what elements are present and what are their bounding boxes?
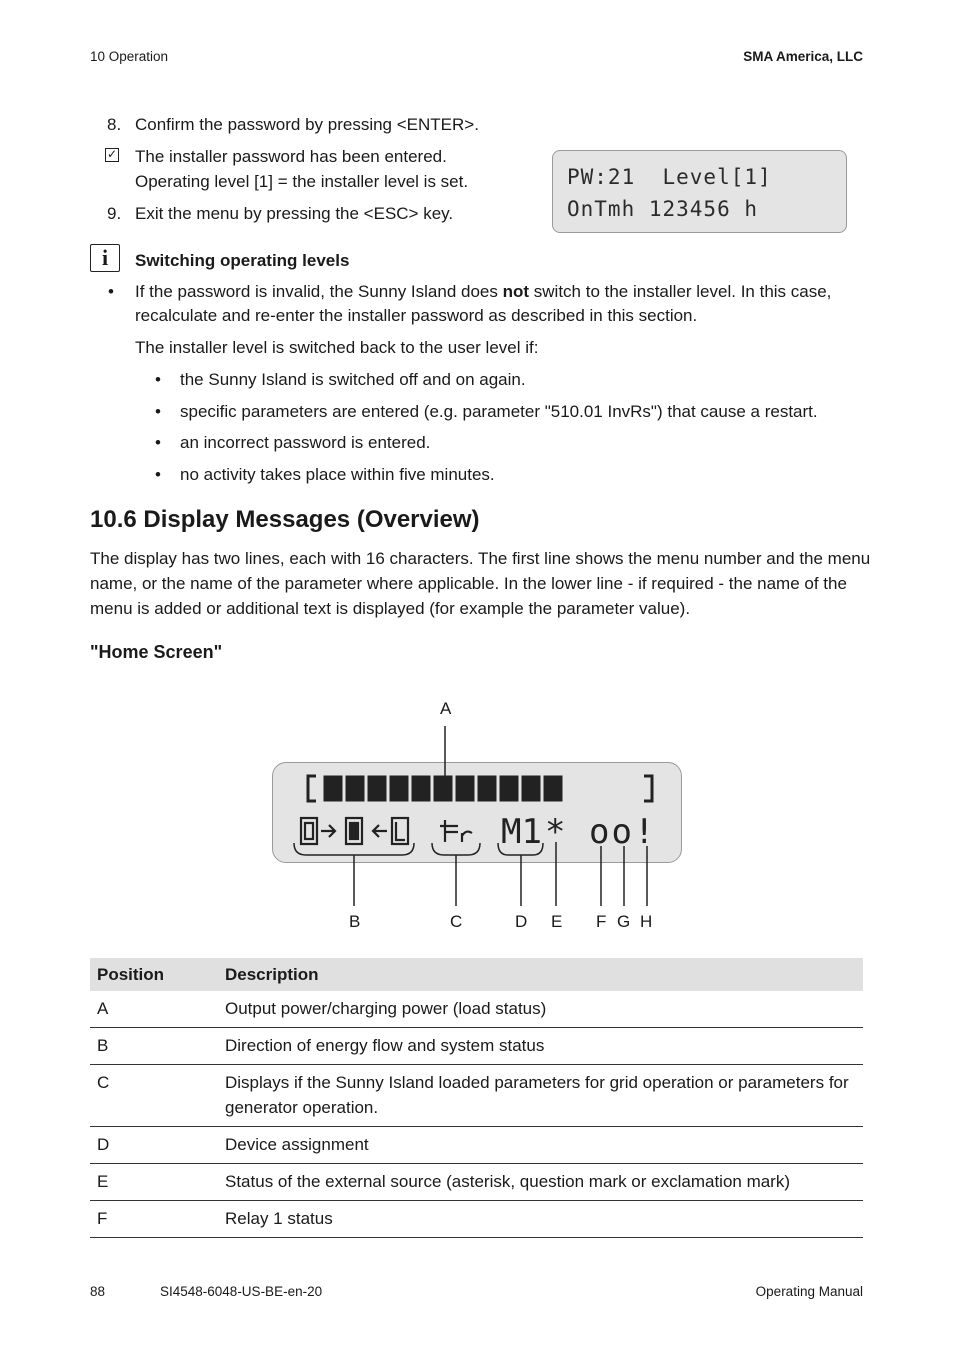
step-text: Exit the menu by pressing the <ESC> key.	[135, 204, 454, 223]
footer-doc-id: SI4548-6048-US-BE-en-20	[160, 1284, 323, 1299]
device-assignment-text: M1	[501, 812, 542, 852]
step-number: 9.	[107, 204, 122, 223]
callout-c: C	[450, 912, 463, 931]
section-para-line-3: menu is added or additional text is displayed (for example the parameter value).	[90, 599, 691, 618]
sub-bullet-3: an incorrect password is entered.	[180, 433, 431, 452]
info-bullet-line-2: recalculate and re-enter the installer password as described in this section.	[135, 306, 698, 325]
load-status-bar	[308, 776, 652, 801]
position-description-table	[90, 958, 863, 1238]
table-row	[90, 1127, 863, 1164]
relay-status-text: oo!	[589, 812, 657, 852]
sub-bullet-dot: •	[155, 370, 161, 389]
cell-position: D	[90, 1127, 218, 1164]
footer-doc-title: Operating Manual	[755, 1284, 863, 1299]
lcd-line-2: OnTmh 123456 h	[567, 197, 759, 221]
subhead-home-screen: "Home Screen"	[90, 642, 223, 662]
step-text: Confirm the password by pressing <ENTER>.	[135, 115, 479, 134]
header-description: Description	[218, 958, 863, 991]
cell-description: Status of the external source (asterisk, question mark or exclamation mark)	[218, 1164, 863, 1201]
info-title: Switching operating levels	[135, 251, 350, 270]
cell-position: B	[90, 1028, 218, 1065]
callout-a: A	[440, 699, 452, 718]
table-row	[90, 991, 863, 1028]
bullet-dot: •	[108, 282, 114, 301]
cell-position: A	[90, 991, 218, 1028]
energy-flow-symbols	[301, 818, 408, 844]
checkbox-check-icon: ✓	[106, 147, 118, 161]
table-row	[90, 1028, 863, 1065]
header-position: Position	[90, 958, 218, 991]
info-bullet-text-a: If the password is invalid, the Sunny Island does	[135, 282, 503, 301]
switch-back-text: The installer level is switched back to the user level if:	[135, 338, 539, 357]
result-line-1: The installer password has been entered.	[135, 147, 447, 166]
section-title: 10.6 Display Messages (Overview)	[90, 506, 480, 533]
info-bullet-text-b: switch to the installer level. In this case,	[529, 282, 832, 301]
cell-description: Output power/charging power (load status)	[218, 991, 863, 1028]
sub-bullet-dot: •	[155, 433, 161, 452]
header-company: SMA America, LLC	[743, 49, 863, 64]
section-para-line-1: The display has two lines, each with 16 characters. The first line shows the menu number and the menu	[90, 549, 871, 568]
cell-description: Relay 1 status	[218, 1201, 863, 1238]
table-row	[90, 1164, 863, 1201]
callout-h: H	[640, 912, 653, 931]
callout-b: B	[349, 912, 361, 931]
cell-description: Direction of energy flow and system status	[218, 1028, 863, 1065]
sub-bullet-4: no activity takes place within five minutes.	[180, 465, 495, 484]
cell-position: E	[90, 1164, 218, 1201]
sub-bullet-2: specific parameters are entered (e.g. parameter "510.01 InvRs") that cause a restart.	[180, 402, 818, 421]
callout-e: E	[551, 912, 563, 931]
table-header-row	[90, 958, 863, 991]
sub-bullet-1: the Sunny Island is switched off and on again.	[180, 370, 526, 389]
step-number: 8.	[107, 115, 122, 134]
cell-description: Device assignment	[218, 1127, 863, 1164]
cell-description: Displays if the Sunny Island loaded parameters for grid operation or parameters for generator operation.	[218, 1065, 863, 1127]
callout-d: D	[515, 912, 528, 931]
footer-page-number: 88	[90, 1284, 106, 1299]
sub-bullet-dot: •	[155, 402, 161, 421]
info-icon: i	[90, 244, 120, 272]
lcd-line-1: PW:21 Level[1]	[567, 165, 772, 189]
sub-bullet-dot: •	[155, 465, 161, 484]
header-section: 10 Operation	[90, 49, 169, 64]
cell-position: F	[90, 1201, 218, 1238]
info-bullet-bold: not	[502, 282, 530, 301]
cell-position: C	[90, 1065, 218, 1127]
section-para-line-2: name, or the name of the parameter where applicable. In the lower line - if required - the name of the	[90, 574, 847, 593]
callout-f: F	[596, 912, 607, 931]
result-line-2: Operating level [1] = the installer level is set.	[135, 172, 469, 191]
table-row	[90, 1065, 863, 1127]
callout-g: G	[617, 912, 631, 931]
table-row	[90, 1201, 863, 1238]
grid-generator-symbol	[440, 820, 472, 842]
ext-source-status: *	[545, 812, 566, 852]
